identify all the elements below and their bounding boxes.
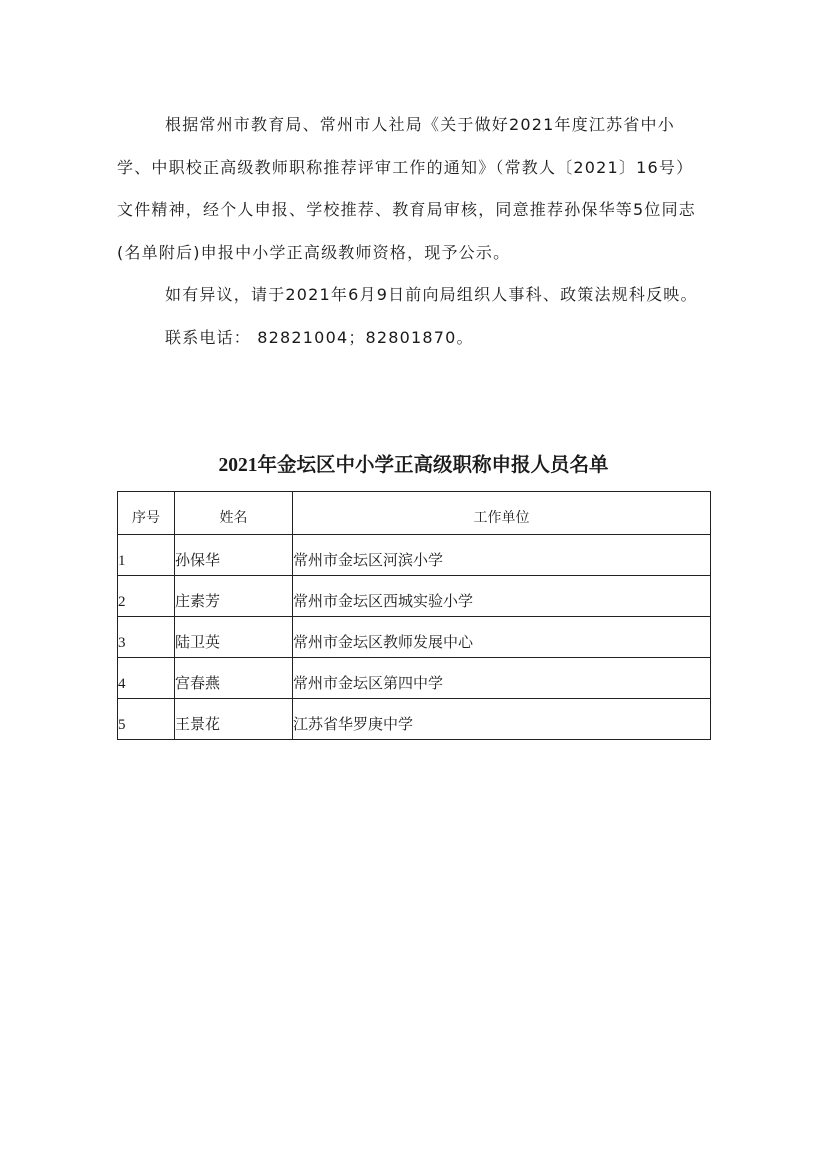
row-unit: 江苏省华罗庚中学	[293, 699, 711, 740]
row-no: 2	[118, 576, 175, 617]
header-name: 姓名	[175, 492, 293, 535]
table-header-row	[118, 492, 711, 535]
notice-body	[117, 104, 707, 359]
row-no: 5	[118, 699, 175, 740]
row-name: 庄素芳	[175, 576, 293, 617]
applicant-table	[117, 491, 711, 740]
row-name: 宫春燕	[175, 658, 293, 699]
contact-line: 联系电话： 82821004；82801870。	[165, 327, 474, 347]
notice-paragraph-2: 如有异议，请于2021年6月9日前向局组织人事科、政策法规科反映。	[165, 285, 698, 304]
table-row	[118, 617, 711, 658]
row-unit: 常州市金坛区第四中学	[293, 658, 711, 699]
row-name: 陆卫英	[175, 617, 293, 658]
table-row	[118, 699, 711, 740]
row-no: 3	[118, 617, 175, 658]
table-row	[118, 576, 711, 617]
row-name: 王景花	[175, 699, 293, 740]
row-no: 4	[118, 658, 175, 699]
row-unit: 常州市金坛区西城实验小学	[293, 576, 711, 617]
row-unit: 常州市金坛区河滨小学	[293, 535, 711, 576]
list-title: 2021年金坛区中小学正高级职称申报人员名单	[218, 455, 609, 476]
notice-paragraph-1: 根据常州市教育局、常州市人社局《关于做好2021年度江苏省中小学、中职校正高级教师职称推荐评审工作的通知》（常教人〔2021〕16号）文件精神，经个人申报、学校推荐、教育局审核，同意推荐孙保华等5位同志(名单附后)申报中小学正高级教师资格，现予公示。	[117, 115, 696, 262]
table-row	[118, 658, 711, 699]
table-row	[118, 535, 711, 576]
row-unit: 常州市金坛区教师发展中心	[293, 617, 711, 658]
header-no: 序号	[118, 492, 175, 535]
row-no: 1	[118, 535, 175, 576]
header-unit: 工作单位	[293, 492, 711, 535]
row-name: 孙保华	[175, 535, 293, 576]
